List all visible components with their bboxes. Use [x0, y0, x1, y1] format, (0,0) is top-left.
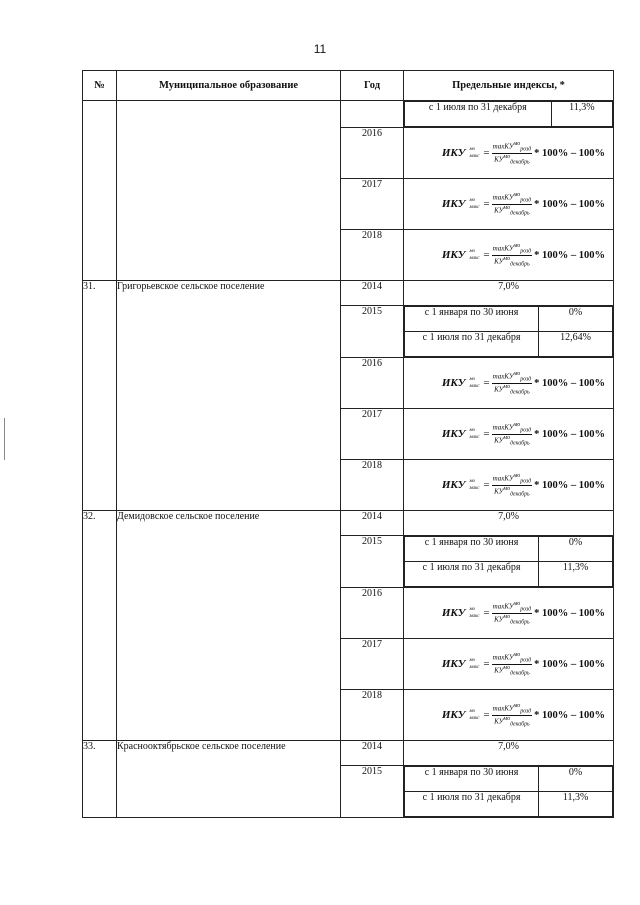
formula-numerator-sup: мо — [513, 702, 521, 709]
formula-numerator-sup: мо — [513, 421, 521, 428]
cell-year: 2016 — [341, 588, 404, 639]
period-value: 0% — [539, 307, 613, 332]
formula-denominator-sub: декабрь — [510, 210, 530, 217]
cell-year — [341, 101, 404, 128]
formula-tail: * 100% – 100% — [534, 147, 605, 159]
formula-tail: * 100% – 100% — [534, 709, 605, 721]
header-municipality: Муниципальное образование — [117, 71, 341, 101]
formula-numerator-sup: мо — [513, 472, 521, 479]
cell-index-single: 7,0% — [404, 511, 614, 536]
formula-iku: ИКУ — [441, 607, 466, 619]
cell-num: 31. — [83, 281, 117, 511]
formula-tail: * 100% – 100% — [534, 428, 605, 440]
period-label: с 1 января по 30 июня — [405, 537, 539, 562]
formula-denominator: КУ — [494, 435, 504, 444]
header-indices: Предельные индексы, * — [404, 71, 614, 101]
formula-denominator-sub: декабрь — [510, 261, 530, 268]
cell-formula — [404, 460, 614, 511]
formula-sub: макс — [469, 716, 480, 721]
formula-numerator: maxКУ — [492, 474, 514, 483]
cell-index — [404, 306, 614, 358]
formula-tail: * 100% – 100% — [534, 658, 605, 670]
formula-denominator-sub: декабрь — [510, 619, 530, 626]
cell-year: 2018 — [341, 460, 404, 511]
formula-eq: = — [483, 709, 490, 721]
cell-formula — [404, 128, 614, 179]
formula-tail: * 100% – 100% — [534, 249, 605, 261]
formula-iku: ИКУ — [441, 147, 466, 159]
formula-sup: мо — [469, 658, 476, 663]
formula-numerator: maxКУ — [492, 372, 514, 381]
formula-denominator-sup: мо — [503, 383, 511, 390]
formula-numerator-sub: розд — [520, 376, 532, 383]
formula-denominator-sup: мо — [503, 715, 511, 722]
cell-year: 2018 — [341, 690, 404, 741]
formula-tail: * 100% – 100% — [534, 479, 605, 491]
formula — [404, 639, 613, 689]
formula-sub: макс — [469, 384, 480, 389]
formula-tail: * 100% – 100% — [534, 377, 605, 389]
formula-numerator: maxКУ — [492, 704, 514, 713]
formula-numerator: maxКУ — [492, 244, 514, 253]
formula-numerator-sub: розд — [520, 657, 532, 664]
formula-numerator-sub: розд — [520, 248, 532, 255]
cell-index-single: 7,0% — [404, 741, 614, 766]
formula-tail: * 100% – 100% — [534, 607, 605, 619]
formula-numerator-sup: мо — [513, 242, 521, 249]
formula-numerator: maxКУ — [492, 193, 514, 202]
formula-sub: макс — [469, 256, 480, 261]
formula-iku: ИКУ — [441, 428, 466, 440]
formula — [404, 690, 613, 740]
formula-denominator-sub: декабрь — [510, 440, 530, 447]
period-value: 11,3% — [539, 792, 613, 817]
formula-numerator-sub: розд — [520, 197, 532, 204]
formula-iku: ИКУ — [441, 249, 466, 261]
formula-eq: = — [483, 377, 490, 389]
cell-year: 2014 — [341, 511, 404, 536]
period-value: 0% — [539, 767, 613, 792]
formula-sub: макс — [469, 435, 480, 440]
table-row — [83, 281, 614, 306]
formula-denominator: КУ — [494, 614, 504, 623]
cell-year: 2015 — [341, 306, 404, 358]
formula-numerator: maxКУ — [492, 142, 514, 151]
formula-eq: = — [483, 428, 490, 440]
cell-year: 2017 — [341, 639, 404, 690]
cell-year: 2014 — [341, 281, 404, 306]
formula-denominator-sup: мо — [503, 153, 511, 160]
formula-eq: = — [483, 198, 490, 210]
period-label: с 1 июля по 31 декабря — [405, 792, 539, 817]
formula-eq: = — [483, 249, 490, 261]
formula-denominator-sup: мо — [503, 255, 511, 262]
period-label: с 1 января по 30 июня — [405, 307, 539, 332]
period-label: с 1 июля по 31 декабря — [405, 102, 552, 127]
formula-iku: ИКУ — [441, 377, 466, 389]
table-row — [83, 101, 614, 128]
cell-year: 2018 — [341, 230, 404, 281]
formula-numerator: maxКУ — [492, 602, 514, 611]
formula — [404, 460, 613, 510]
cell-formula — [404, 588, 614, 639]
cell-municipality: Демидовское сельское поселение — [117, 511, 341, 741]
formula-sub: макс — [469, 154, 480, 159]
cell-formula — [404, 358, 614, 409]
cell-municipality: Краснооктябрьское сельское поселение — [117, 741, 341, 818]
formula-denominator-sub: декабрь — [510, 721, 530, 728]
cell-year: 2017 — [341, 409, 404, 460]
formula-denominator-sup: мо — [503, 613, 511, 620]
cell-index — [404, 536, 614, 588]
cell-formula — [404, 409, 614, 460]
cell-year: 2016 — [341, 128, 404, 179]
table-row — [83, 741, 614, 766]
formula-denominator-sub: декабрь — [510, 389, 530, 396]
period-label: с 1 июля по 31 декабря — [405, 332, 539, 357]
cell-num: 33. — [83, 741, 117, 818]
formula-denominator: КУ — [494, 154, 504, 163]
formula-denominator-sup: мо — [503, 485, 511, 492]
formula-denominator: КУ — [494, 256, 504, 265]
cell-year: 2017 — [341, 179, 404, 230]
formula-iku: ИКУ — [441, 658, 466, 670]
formula-numerator-sub: розд — [520, 478, 532, 485]
formula-denominator: КУ — [494, 384, 504, 393]
cell-year: 2015 — [341, 766, 404, 818]
cell-index — [404, 101, 614, 128]
cell-year: 2016 — [341, 358, 404, 409]
cell-num — [83, 101, 117, 281]
formula-iku: ИКУ — [441, 198, 466, 210]
formula-sup: мо — [469, 147, 476, 152]
formula-iku: ИКУ — [441, 709, 466, 721]
header-year: Год — [341, 71, 404, 101]
table-row — [83, 511, 614, 536]
cell-index — [404, 766, 614, 818]
formula-sup: мо — [469, 709, 476, 714]
formula-sup: мо — [469, 607, 476, 612]
formula-numerator-sup: мо — [513, 651, 521, 658]
formula-sup: мо — [469, 198, 476, 203]
tariff-table — [82, 70, 614, 818]
formula-eq: = — [483, 658, 490, 670]
formula-denominator-sup: мо — [503, 434, 511, 441]
formula-denominator-sub: декабрь — [510, 670, 530, 677]
period-value: 12,64% — [539, 332, 613, 357]
formula-denominator: КУ — [494, 205, 504, 214]
header-num: № — [83, 71, 117, 101]
formula-denominator-sub: декабрь — [510, 491, 530, 498]
formula-eq: = — [483, 479, 490, 491]
formula-sub: макс — [469, 614, 480, 619]
margin-mark — [4, 418, 5, 460]
cell-year: 2014 — [341, 741, 404, 766]
period-label: с 1 июля по 31 декабря — [405, 562, 539, 587]
formula — [404, 588, 613, 638]
cell-num: 32. — [83, 511, 117, 741]
formula — [404, 179, 613, 229]
formula — [404, 409, 613, 459]
formula-denominator: КУ — [494, 486, 504, 495]
period-value: 11,3% — [539, 562, 613, 587]
formula-numerator: maxКУ — [492, 423, 514, 432]
formula-denominator-sup: мо — [503, 664, 511, 671]
formula-numerator-sub: розд — [520, 146, 532, 153]
cell-index-single: 7,0% — [404, 281, 614, 306]
cell-municipality — [117, 101, 341, 281]
formula-iku: ИКУ — [441, 479, 466, 491]
formula — [404, 128, 613, 178]
formula-sub: макс — [469, 205, 480, 210]
cell-formula — [404, 179, 614, 230]
formula-eq: = — [483, 147, 490, 159]
formula-numerator-sup: мо — [513, 191, 521, 198]
cell-municipality: Григорьевское сельское поселение — [117, 281, 341, 511]
formula-denominator: КУ — [494, 716, 504, 725]
formula-denominator: КУ — [494, 665, 504, 674]
formula-numerator-sup: мо — [513, 140, 521, 147]
formula-sup: мо — [469, 479, 476, 484]
period-value: 11,3% — [551, 102, 612, 127]
cell-year: 2015 — [341, 536, 404, 588]
formula-tail: * 100% – 100% — [534, 198, 605, 210]
formula-sup: мо — [469, 377, 476, 382]
formula-numerator-sup: мо — [513, 600, 521, 607]
formula-numerator-sub: розд — [520, 708, 532, 715]
formula-numerator-sup: мо — [513, 370, 521, 377]
formula-numerator: maxКУ — [492, 653, 514, 662]
page-number: 11 — [313, 42, 327, 56]
formula-denominator-sup: мо — [503, 204, 511, 211]
period-label: с 1 января по 30 июня — [405, 767, 539, 792]
formula-denominator-sub: декабрь — [510, 159, 530, 166]
formula-sub: макс — [469, 665, 480, 670]
cell-formula — [404, 639, 614, 690]
header-row — [83, 71, 614, 101]
cell-formula — [404, 230, 614, 281]
formula-sup: мо — [469, 428, 476, 433]
formula — [404, 230, 613, 280]
period-value: 0% — [539, 537, 613, 562]
formula-sup: мо — [469, 249, 476, 254]
cell-formula — [404, 690, 614, 741]
formula — [404, 358, 613, 408]
formula-numerator-sub: розд — [520, 427, 532, 434]
formula-numerator-sub: розд — [520, 606, 532, 613]
formula-sub: макс — [469, 486, 480, 491]
formula-eq: = — [483, 607, 490, 619]
